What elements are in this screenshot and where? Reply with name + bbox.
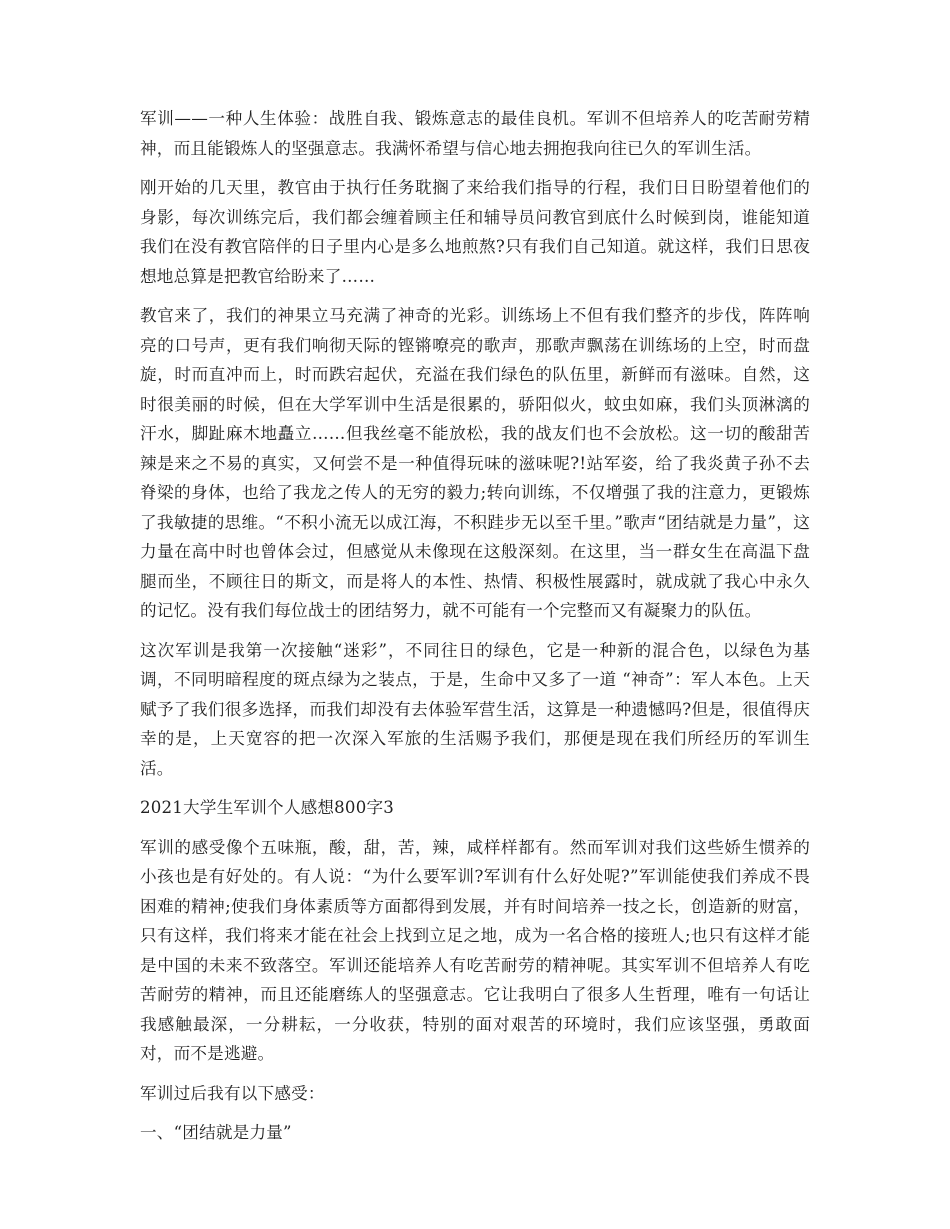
paragraph-camouflage: 这次军训是我第一次接触“迷彩”，不同往日的绿色，它是一种新的混合色，以绿色为基调，不同明暗程度的斑点绿为之装点，于是，生命中又多了一道 “神奇”：军人本色。上天赋予了我们很多选择，而我们却没有去体验军营生活，这算是一种遗憾吗?但是，很值得庆幸的是，上天宽容的把一次深入军旅的生活赐予我们，那便是现在我们所经历的军训生活。 — [140, 640, 810, 778]
section-heading: 2021大学生军训个人感想800字3 — [140, 798, 394, 817]
paragraph-waiting-for-instructors: 刚开始的几天里，教官由于执行任务耽搁了来给我们指导的行程，我们日日盼望着他们的身影，每次训练完后，我们都会缠着顾主任和辅导员问教官到底什么时候到岗，谁能知道我们在没有教官陪伴的日子里内心是多么地煎熬?只有我们自己知道。就这样，我们日思夜想地总算是把教官给盼来了…… — [140, 178, 810, 286]
paragraph-feelings-intro: 军训过后我有以下感受： — [140, 1083, 325, 1103]
paragraph-intro: 军训——一种人生体验：战胜自我、锻炼意志的最佳良机。军训不但培养人的吃苦耐劳精神，而且能锻炼人的坚强意志。我满怀希望与信心地去拥抱我向往已久的军训生活。 — [140, 109, 810, 158]
paragraph-unity-point: 一、“团结就是力量” — [140, 1123, 292, 1142]
paragraph-five-flavors: 军训的感受像个五味瓶，酸，甜，苦，辣，咸样样都有。然而军训对我们这些娇生惯养的小孩也是有好处的。有人说：“为什么要军训?军训有什么好处呢?”军训能使我们养成不畏困难的精神;使我们身体素质等方面都得到发展，并有时间培养一技之长，创造新的财富，只有这样，我们将来才能在社会上找到立足之地，成为一名合格的接班人;也只有这样才能是中国的未来不致落空。军训还能培养人有吃苦耐劳的精神呢。其实军训不但培养人有吃苦耐劳的精神，而且还能磨练人的坚强意志。它让我明白了很多人生哲理，唯有一句话让我感触最深，一分耕耘，一分收获，特别的面对艰苦的环境时，我们应该坚强，勇敢面对，而不是逃避。 — [140, 837, 810, 1063]
paragraph-instructors-arrived: 教官来了，我们的神果立马充满了神奇的光彩。训练场上不但有我们整齐的步伐，阵阵响亮的口号声，更有我们响彻天际的铿锵嘹亮的歌声，那歌声飘荡在训练场的上空，时而盘旋，时而直冲而上，时而跌宕起伏，充溢在我们绿色的队伍里，新鲜而有滋味。自然，这时很美丽的时候，但在大学军训中生活是很累的，骄阳似火，蚊虫如麻，我们头顶淋漓的汗水，脚趾麻木地矗立……但我丝毫不能放松，我的战友们也不会放松。这一切的酸甜苦辣是来之不易的真实，又何尝不是一种值得玩味的滋味呢?!站军姿，给了我炎黄子孙不去脊梁的身体，也给了我龙之传人的无穷的毅力;转向训练，不仅增强了我的注意力，更锻炼了我敏捷的思维。“不积小流无以成江海，不积跬步无以至千里。”歌声“团结就是力量”，这力量在高中时也曾体会过，但感觉从未像现在这般深刻。在这里，当一群女生在高温下盘腿而坐，不顾往日的斯文，而是将人的本性、热情、积极性展露时，就成就了我心中永久的记忆。没有我们每位战士的团结努力，就不可能有一个完整而又有凝聚力的队伍。 — [140, 306, 810, 620]
